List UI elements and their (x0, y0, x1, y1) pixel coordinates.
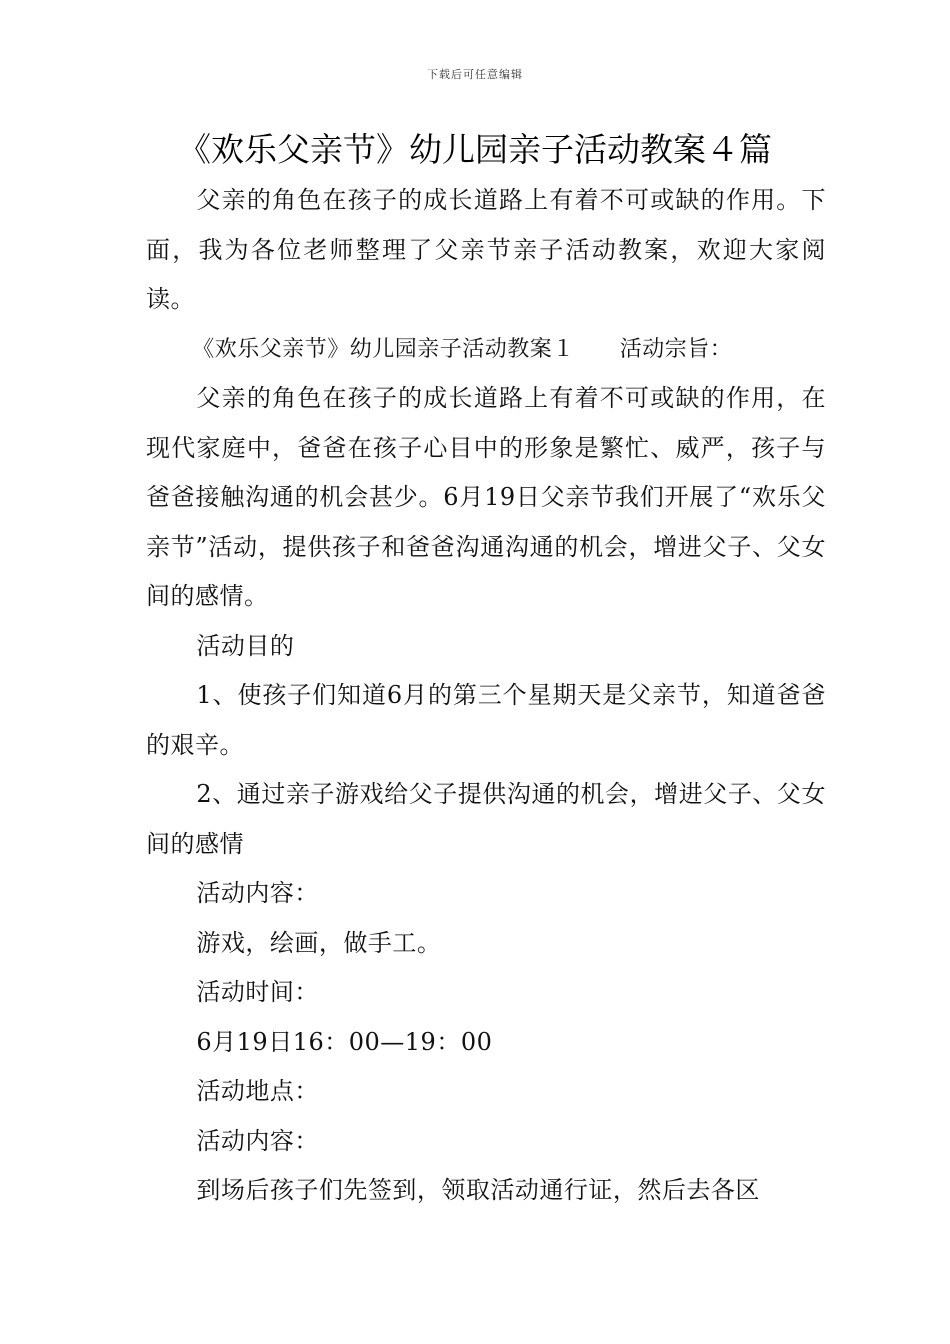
purpose-paragraph: 父亲的角色在孩子的成长道路上有着不可或缺的作用，在现代家庭中，爸爸在孩子心目中的形象是繁忙、威严，孩子与爸爸接触沟通的机会甚少。6月19日父亲节我们开展了“欢乐父亲节”活动，提供孩子和爸爸沟通沟通的机会，增进父子、父女间的感情。 (146, 384, 826, 610)
goal-item-1: 1、使孩子们知道6月的第三个星期天是父亲节，知道爸爸的艰辛。 (146, 681, 826, 759)
time-text: 6月19日16：00—19：00 (196, 1027, 493, 1056)
goal-item-2: 2、通过亲子游戏给父子提供沟通的机会，增进父子、父女间的感情 (146, 780, 826, 858)
location-heading: 活动地点： (196, 1077, 319, 1105)
intro-paragraph: 父亲的角色在孩子的成长道路上有着不可或缺的作用。下面，我为各位老师整理了父亲节亲子活动教案，欢迎大家阅读。 (146, 186, 826, 313)
content-heading: 活动内容： (196, 879, 319, 907)
procedure-text: 到场后孩子们先签到，领取活动通行证，然后去各区 (196, 1176, 760, 1204)
goal-heading: 活动目的 (196, 631, 295, 660)
content-text: 游戏，绘画，做手工。 (196, 928, 442, 957)
document-body (146, 176, 826, 1216)
content-heading-2: 活动内容： (196, 1126, 319, 1155)
header-note: 下载后可任意编辑 (427, 68, 523, 81)
document-title: 《欢乐父亲节》幼儿园亲子活动教案４篇 (178, 130, 772, 169)
section-heading: 《欢乐父亲节》幼儿园亲子活动教案１ 活动宗旨： (192, 336, 733, 362)
time-heading: 活动时间： (196, 978, 319, 1006)
